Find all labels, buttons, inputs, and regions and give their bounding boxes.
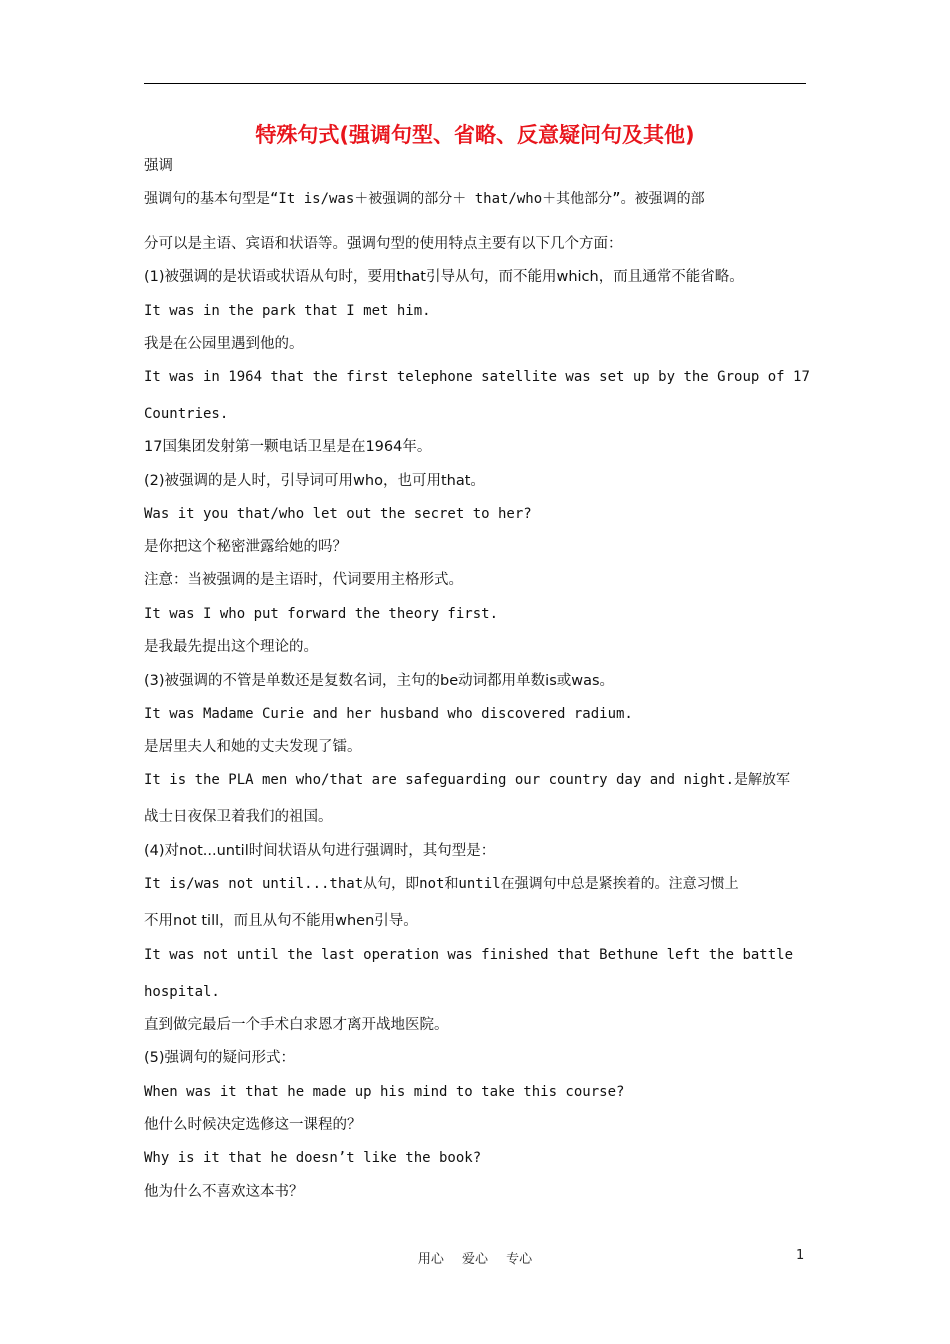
section-heading: 强调 [144,158,173,174]
example-sentence: It was in the park that I met him. [144,303,431,319]
paragraph-line: 分可以是主语、宾语和状语等。强调句型的使用特点主要有以下几个方面： [144,236,623,252]
footer-motto: 用心 爱心 专心 [417,1252,533,1267]
example-sentence: It was Madame Curie and her husband who discovered radium. [144,706,633,722]
example-sentence: It is the PLA men who/that are safeguarding our country day and night.是解放军 [144,772,791,788]
paragraph-line: It is/was not until...that从句，即not和until在强调句中总是紧挨着的。注意习惯上 [144,876,739,892]
rule-point-5: (5)强调句的疑问形式： [144,1050,296,1066]
example-sentence: Countries. [144,406,229,422]
example-translation: 是居里夫人和她的丈夫发现了镭。 [144,739,362,755]
example-translation: 他什么时候决定选修这一课程的？ [144,1117,362,1133]
rule-point-3: (3)被强调的不管是单数还是复数名词，主句的be动词都用单数is或was。 [144,673,615,689]
example-translation: 他为什么不喜欢这本书？ [144,1184,304,1200]
example-sentence: It was not until the last operation was finished that Bethune left the battle [144,947,794,963]
header-rule [144,83,806,84]
paragraph-line: 不用not till，而且从句不能用when引导。 [144,913,418,929]
example-sentence: Was it you that/who let out the secret to her? [144,506,532,522]
example-translation: 是我最先提出这个理论的。 [144,639,318,655]
example-translation: 战士日夜保卫着我们的祖国。 [144,809,333,825]
document-title: 特殊句式(强调句型、省略、反意疑问句及其他) [255,123,695,147]
example-translation: 我是在公园里遇到他的。 [144,336,304,352]
rule-point-1: (1)被强调的是状语或状语从句时，要用that引导从句，而不能用which，而且通常不能省略。 [144,269,744,285]
page-number: 1 [796,1248,805,1263]
example-translation: 直到做完最后一个手术白求恩才离开战地医院。 [144,1017,449,1033]
example-sentence: When was it that he made up his mind to take this course? [144,1084,625,1100]
example-sentence: Why is it that he doesn’t like the book? [144,1150,482,1166]
example-translation: 17国集团发射第一颗电话卫星是在1964年。 [144,439,432,455]
paragraph-line: 强调句的基本句型是“It is/was＋被强调的部分＋ that/who＋其他部分”。被强调的部 [144,191,705,207]
example-sentence: It was in 1964 that the first telephone satellite was set up by the Group of 17 [144,369,810,385]
note-line: 注意：当被强调的是主语时，代词要用主格形式。 [144,572,463,588]
rule-point-4: (4)对not...until时间状语从句进行强调时，其句型是： [144,843,496,859]
example-sentence: hospital. [144,984,220,1000]
example-sentence: It was I who put forward the theory first. [144,606,499,622]
example-translation: 是你把这个秘密泄露给她的吗？ [144,539,347,555]
rule-point-2: (2)被强调的是人时，引导词可用who，也可用that。 [144,473,485,489]
